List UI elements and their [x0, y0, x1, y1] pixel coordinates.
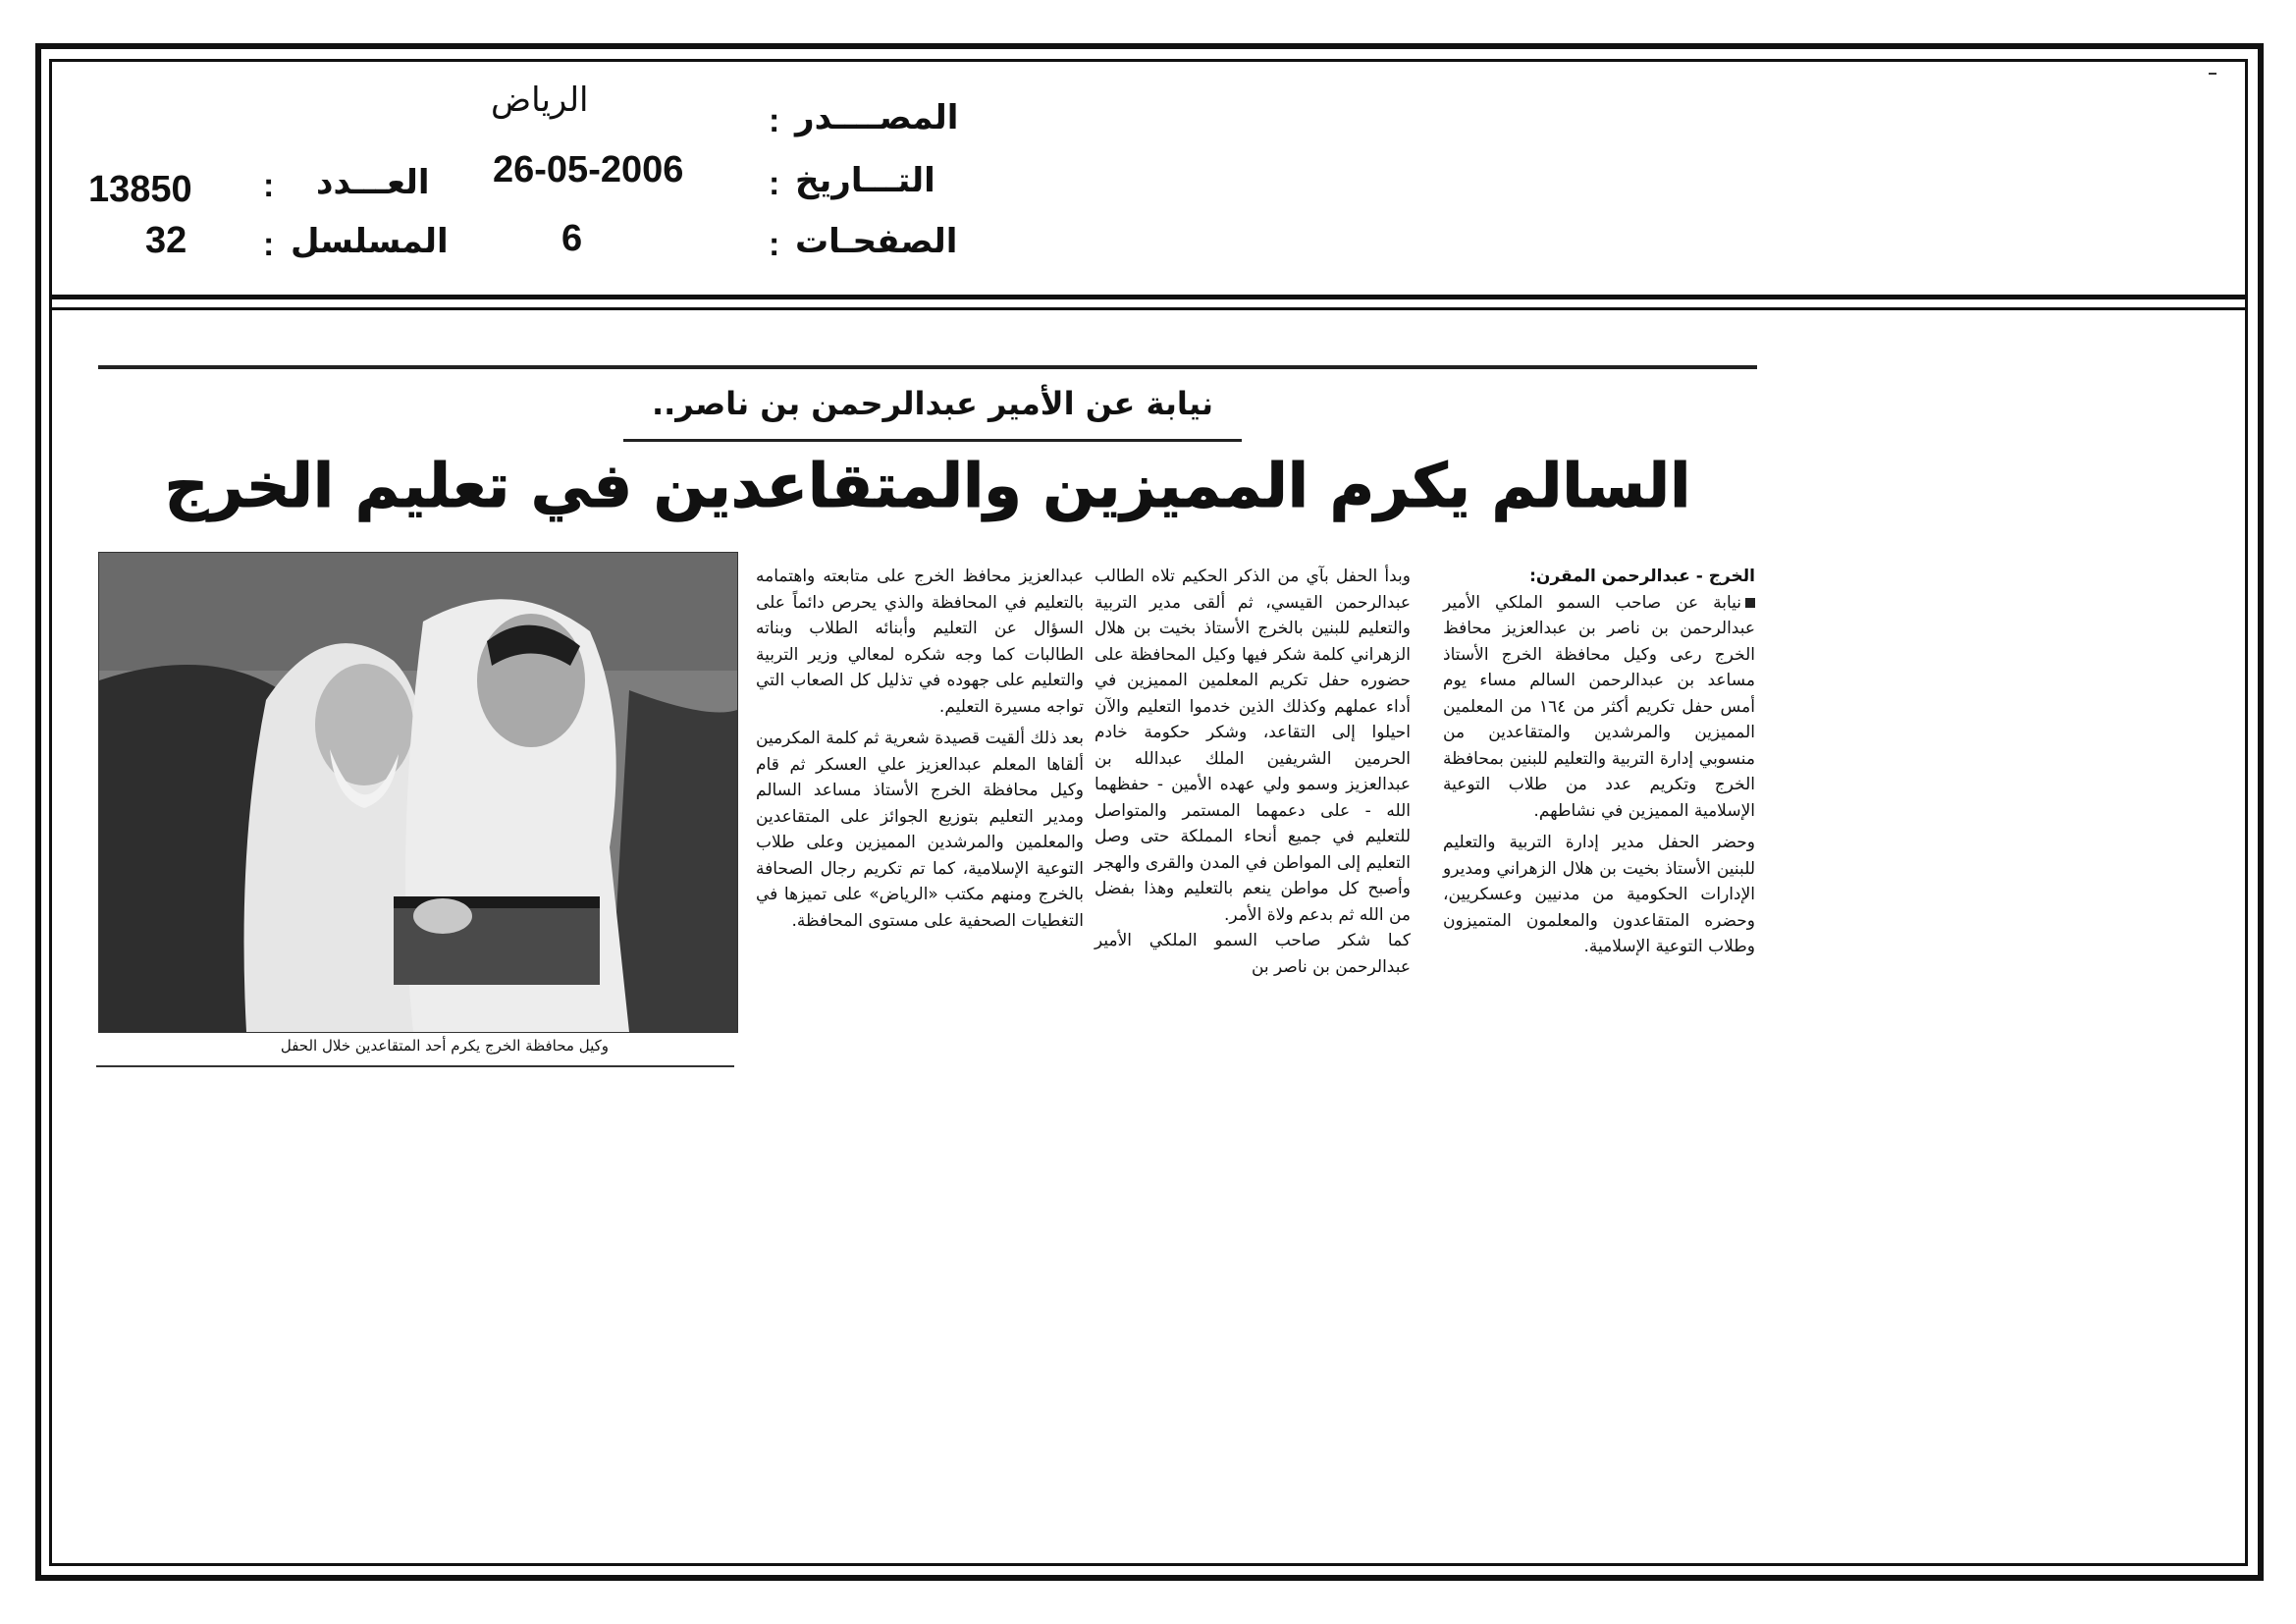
- issue-colon: :: [263, 167, 275, 204]
- paragraph: بعد ذلك ألقيت قصيدة شعرية ثم كلمة المكرمين ألقاها المعلم عبدالعزيز علي العسكر ثم قام وكيل محافظة الخرج الأستاذ مساعد السالم ومدير التعليم بتوزيع الجوائز على المتقاعدين والمعلمين والمرشدين المميزين وعلى طلاب التوعية الإسلامية، كما تم تكريم رجال الصحافة بالخرج ومنهم مكتب «الرياض» على تميزها في التغطيات الصحفية على مستوى المحافظة.: [756, 729, 1084, 931]
- serial-label: المسلسل: [291, 222, 449, 261]
- issue-label: العـــدد: [316, 163, 430, 202]
- source-value: الرياض: [491, 81, 589, 120]
- date-label: التـــاريخ: [795, 161, 935, 200]
- serial-value: 32: [145, 220, 187, 261]
- paragraph: عبدالعزيز محافظ الخرج على متابعته واهتمامه بالتعليم في المحافظة والذي يحرص دائماً على السؤال عن التعليم وأبنائه الطلاب وبناته الطالبات كما وجه شكره لمعالي وزير التربية والتعليم على جهوده في تذليل كل الصعاب التي تواجه مسيرة التعليم.: [756, 567, 1084, 717]
- photo-caption: وكيل محافظة الخرج يكرم أحد المتقاعدين خلال الحفل: [280, 1037, 609, 1055]
- scan-mark: [2209, 73, 2216, 75]
- caption-rule: [96, 1065, 734, 1067]
- article-column-2: [1095, 564, 1411, 980]
- photo-illustration: [99, 553, 737, 1032]
- article-byline: الخرج - عبدالرحمن المقرن:: [1529, 567, 1755, 586]
- header-divider-thin: [49, 307, 2248, 310]
- pages-colon: :: [769, 226, 780, 263]
- paragraph: وبدأ الحفل بآي من الذكر الحكيم تلاه الطالب عبدالرحمن القيسي، ثم ألقى مدير التربية والتعليم للبنين بالخرج الأستاذ بخيت بن هلال الزهراني كلمة شكر فيها وكيل المحافظة على حضوره حفل تكريم المعلمين المميزين في أداء عملهم وكذلك الذين خدموا التعليم والآن احيلوا إلى التقاعد، وشكر حكومة خادم الحرمين الشريفين الملك عبدالله بن عبدالعزيز وسمو ولي عهده الأمين - حفظهما الله - على دعمهما المستمر والمتواصل للتعليم في جميع أنحاء المملكة حتى وصل التعليم إلى المواطن في المدن والقرى والهجر وأصبح كل مواطن ينعم بالتعليم وهذا بفضل من الله ثم بدعم ولاة الأمر.: [1095, 567, 1411, 925]
- bullet-icon: [1745, 598, 1755, 608]
- date-value: 26-05-2006: [493, 149, 684, 190]
- paragraph-text: نيابة عن صاحب السمو الملكي الأمير عبدالرحمن بن ناصر بن عبدالعزيز محافظ الخرج رعى وكيل محافظة الخرج الأستاذ مساعد بن عبدالرحمن السالم مساء يوم أمس حفل تكريم أكثر من ١٦٤ من المعلمين المميزين والمرشدين والمتقاعدين من منسوبي إدارة التربية والتعليم للبنين بمحافظة الخرج وتكريم عدد من طلاب التوعية الإسلامية المميزين في نشاطهم.: [1443, 592, 1755, 821]
- pages-value: 6: [561, 218, 583, 259]
- date-colon: :: [769, 165, 780, 202]
- issue-value: 13850: [88, 169, 192, 210]
- paragraph: كما شكر صاحب السمو الملكي الأمير عبدالرحمن بن ناصر بن: [1095, 931, 1411, 977]
- article-photo: [98, 552, 738, 1033]
- article-kicker: نيابة عن الأمير عبدالرحمن بن ناصر..: [651, 385, 1214, 422]
- source-label: المصــــدر: [795, 98, 959, 137]
- header-divider: [49, 295, 2248, 299]
- article-column-3: [756, 564, 1084, 934]
- paragraph: وحضر الحفل مدير إدارة التربية والتعليم للبنين الأستاذ بخيت بن هلال الزهراني ومديرو الإدارات الحكومية من مدنيين وعسكريين، وحضره المتقاعدون والمعلمون المتميزون وطلاب التوعية الإسلامية.: [1443, 833, 1755, 956]
- source-colon: :: [769, 102, 780, 139]
- kicker-underline: [623, 439, 1242, 442]
- paragraph: [1443, 590, 1755, 825]
- serial-colon: :: [263, 226, 275, 263]
- article-top-rule: [98, 365, 1757, 369]
- article-headline: السالم يكرم المميزين والمتقاعدين في تعليم الخرج: [164, 450, 1691, 521]
- pages-label: الصفحـات: [795, 222, 958, 261]
- article-column-1: [1443, 564, 1755, 960]
